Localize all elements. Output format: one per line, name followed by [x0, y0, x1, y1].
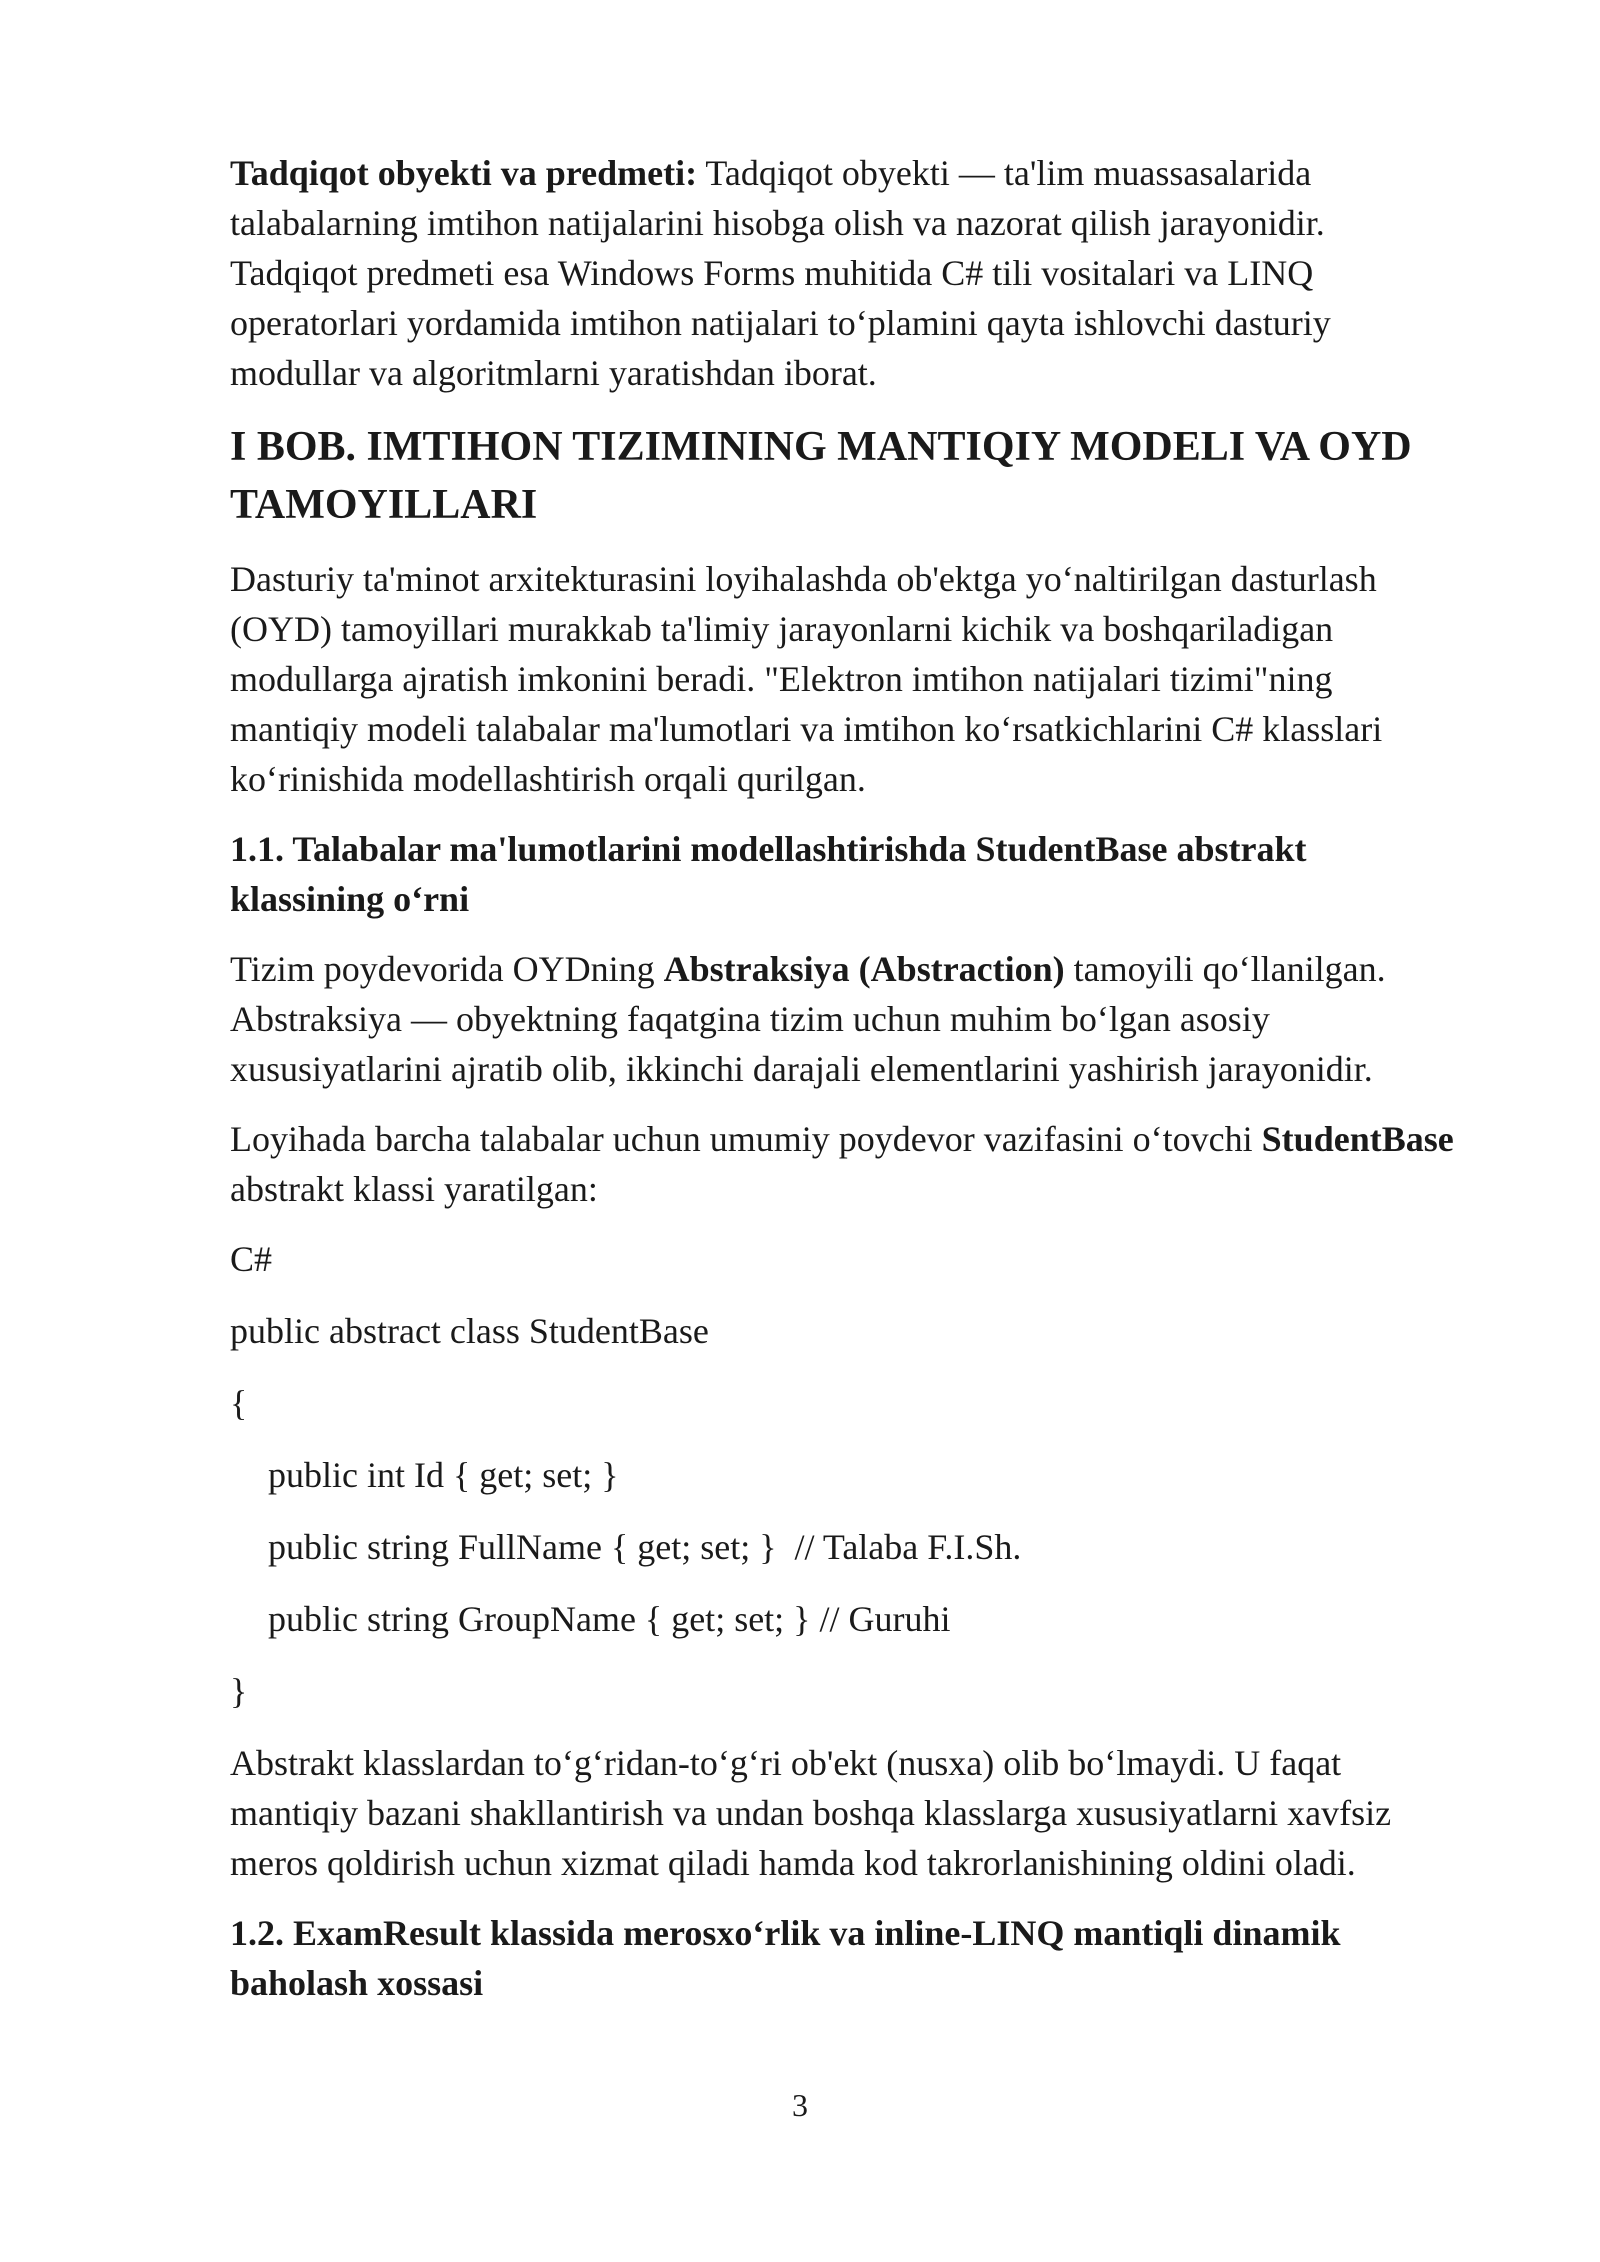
studentbase-intro-paragraph	[230, 1114, 1460, 1214]
section-1-heading: 1.1. Talabalar ma'lumotlarini modellashtirishda StudentBase abstrakt klassining o‘rni	[230, 829, 1307, 919]
code-line: }	[230, 1671, 248, 1711]
abstraction-paragraph	[230, 944, 1460, 1094]
code-line: public abstract class StudentBase	[230, 1311, 709, 1351]
code-language-label: C#	[230, 1239, 273, 1279]
section-2-heading: 1.2. ExamResult klassida merosxo‘rlik va inline-LINQ mantiqli dinamik baholash xossasi	[230, 1913, 1341, 2003]
studentbase-term: StudentBase	[1261, 1119, 1454, 1159]
abstraction-text-after: tamoyili qo‘llanilgan. Abstraksiya — obyektning faqatgina tizim uchun muhim bo‘lgan asosiy xususiyatlarini ajratib olib, ikkinchi darajali elementlarini yashirish jarayonidir.	[230, 949, 1386, 1089]
abstraction-text-before: Tizim poydevorida OYDning	[230, 949, 664, 989]
chapter-paragraph: Dasturiy ta'minot arxitekturasini loyihalashda ob'ektga yo‘naltirilgan dasturlash (OYD) tamoyillari murakkab ta'limiy jarayonlarni kichik va boshqariladigan modullarga ajratish imkonini beradi. "Elektron imtihon natijalari tizimi"ning mantiqiy modeli talabalar ma'lumotlari va imtihon ko‘rsatkichlarini C# klasslari ko‘rinishida modellashtirish orqali qurilgan.	[230, 559, 1383, 799]
studentbase-text-after: abstrakt klassi yaratilgan:	[230, 1169, 598, 1209]
page-number: 3	[792, 2087, 808, 2123]
code-line: public string FullName { get; set; } // Talaba F.I.Sh.	[268, 1527, 1022, 1567]
abstract-class-explanation: Abstrakt klasslardan to‘g‘ridan-to‘g‘ri ob'ekt (nusxa) olib bo‘lmaydi. U faqat mantiqiy bazani shakllantirish va undan boshqa klasslarga xususiyatlarni xavfsiz meros qoldirish uchun xizmat qiladi hamda kod takrorlanishining oldini oladi.	[230, 1743, 1392, 1883]
studentbase-text-before: Loyihada barcha talabalar uchun umumiy poydevor vazifasini o‘tovchi	[230, 1119, 1262, 1159]
intro-paragraph	[230, 148, 1460, 398]
abstraction-term: Abstraksiya (Abstraction)	[663, 949, 1065, 989]
chapter-title: I BOB. IMTIHON TIZIMINING MANTIQIY MODELI VA OYD TAMOYILLARI	[230, 424, 1412, 528]
intro-label: Tadqiqot obyekti va predmeti:	[230, 153, 698, 193]
code-line: public int Id { get; set; }	[268, 1455, 619, 1495]
code-block	[230, 1234, 1460, 1716]
page-content	[230, 148, 1460, 2028]
intro-text: Tadqiqot obyekti — ta'lim muassasalarida talabalarning imtihon natijalarini hisobga olish va nazorat qilish jarayonidir. Tadqiqot predmeti esa Windows Forms muhitida C# tili vositalari va LINQ operatorlari yordamida imtihon natijalari to‘plamini qayta ishlovchi dasturiy modullar va algoritmlarni yaratishdan iborat.	[230, 153, 1331, 393]
code-line: {	[230, 1383, 248, 1423]
code-line: public string GroupName { get; set; } // Guruhi	[268, 1599, 951, 1639]
